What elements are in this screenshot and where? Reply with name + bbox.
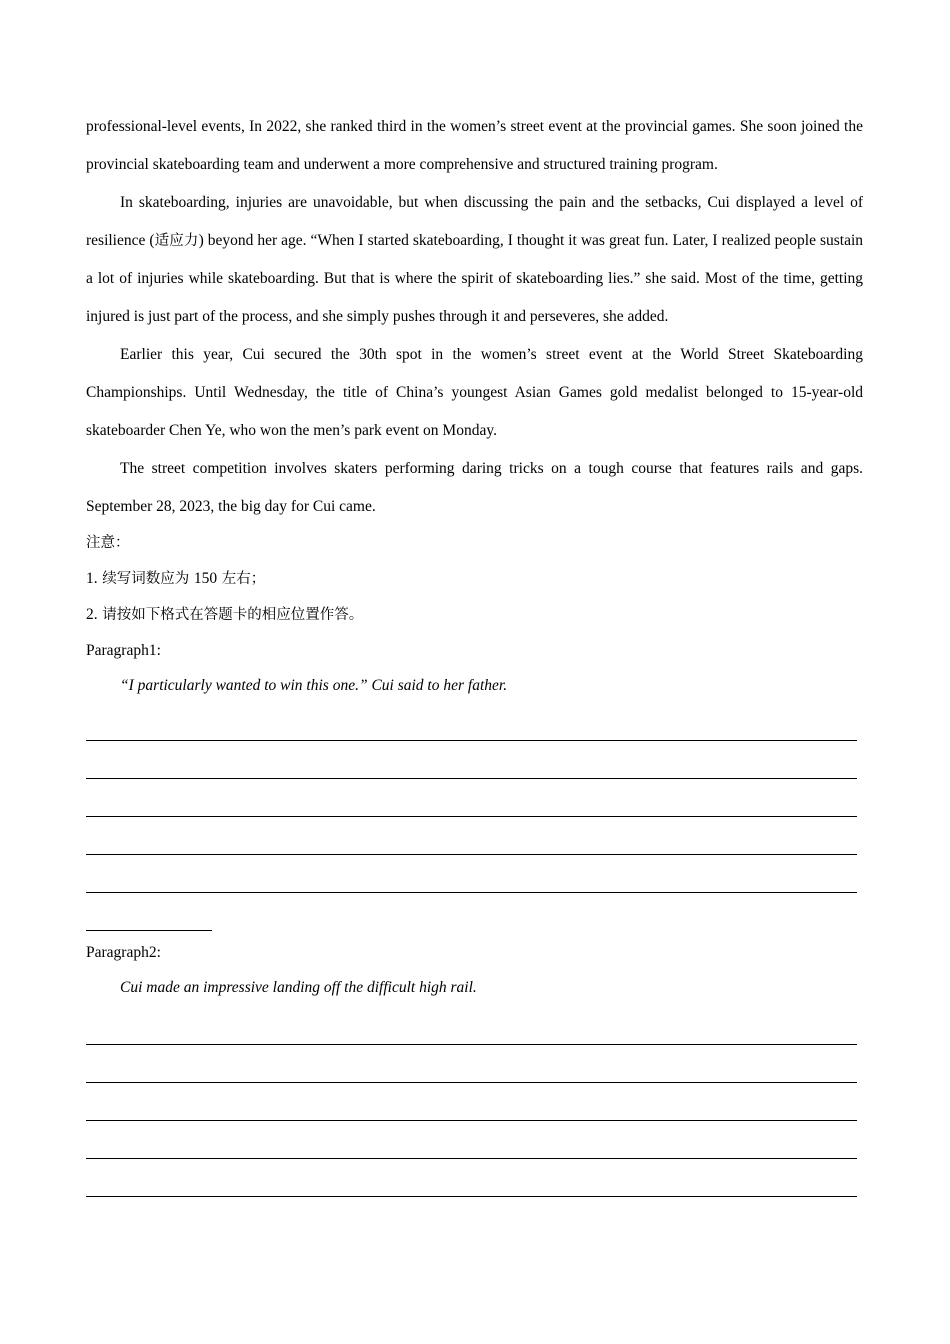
- paragraph2-label: Paragraph2:: [86, 944, 161, 961]
- passage-paragraph-2: [86, 184, 863, 336]
- passage-paragraph-2-part-b: ) beyond her age. “When I started skateboarding, I thought it was great fun. Later, I realized people sustain a lot of injuries while skateboarding. But that is where the spirit of skateboarding lies.” she said. Most of the time, getting injured is just part of the process, and she simply pushes through it and perseveres, she added.: [86, 232, 864, 325]
- notes-item-1-end: 左右；: [221, 571, 266, 587]
- paragraph2-starter: Cui made an impressive landing off the difficult high rail.: [120, 979, 477, 996]
- answer-line[interactable]: [86, 1159, 857, 1197]
- answer-line[interactable]: [86, 779, 857, 817]
- answer-line-short[interactable]: [86, 893, 212, 931]
- answer-line[interactable]: [86, 1121, 857, 1159]
- notes-item-2: [86, 597, 863, 633]
- notes-heading: 注意：: [86, 535, 130, 551]
- answer-line[interactable]: [86, 703, 857, 741]
- passage-paragraph-2-part-a: In skateboarding, injuries are unavoidable, but when discussing the pain and the setbacks, Cui displayed a level of resilience (: [86, 194, 863, 249]
- paragraph1-answer-area[interactable]: [86, 703, 863, 931]
- answer-line[interactable]: [86, 855, 857, 893]
- notes-item-2-number: 2.: [86, 606, 98, 623]
- paragraph1-label: Paragraph1:: [86, 642, 161, 659]
- notes-item-1-number: 1.: [86, 570, 98, 587]
- answer-line[interactable]: [86, 1083, 857, 1121]
- passage-chinese-gloss: 适应力: [154, 233, 199, 249]
- document-page: [86, 108, 863, 1197]
- answer-line[interactable]: [86, 1045, 857, 1083]
- paragraph2-answer-area[interactable]: [86, 1007, 863, 1197]
- passage-paragraph-4: The street competition involves skaters performing daring tricks on a tough course that features rails and gaps. September 28, 2023, the big day for Cui came.: [86, 460, 863, 515]
- answer-line[interactable]: [86, 741, 857, 779]
- notes-item-1-count: 150: [193, 570, 218, 587]
- notes-item-1-text: 续写词数应为: [102, 571, 190, 587]
- notes-item-2-text: 请按如下格式在答题卡的相应位置作答。: [102, 607, 364, 623]
- passage-paragraph-3: Earlier this year, Cui secured the 30th spot in the women’s street event at the World Street Skateboarding Championships. Until Wednesday, the title of China’s youngest Asian Games gold medalist belonged to 15-year-old skateboarder Chen Ye, who won the men’s park event on Monday.: [86, 346, 863, 439]
- answer-line[interactable]: [86, 817, 857, 855]
- answer-line[interactable]: [86, 1007, 857, 1045]
- passage-paragraph-1: professional-level events, In 2022, she ranked third in the women’s street event at the provincial games. She soon joined the provincial skateboarding team and underwent a more comprehensive and structured training program.: [86, 118, 863, 173]
- paragraph1-starter: “I particularly wanted to win this one.” Cui said to her father.: [120, 677, 508, 694]
- notes-item-1: [86, 561, 863, 597]
